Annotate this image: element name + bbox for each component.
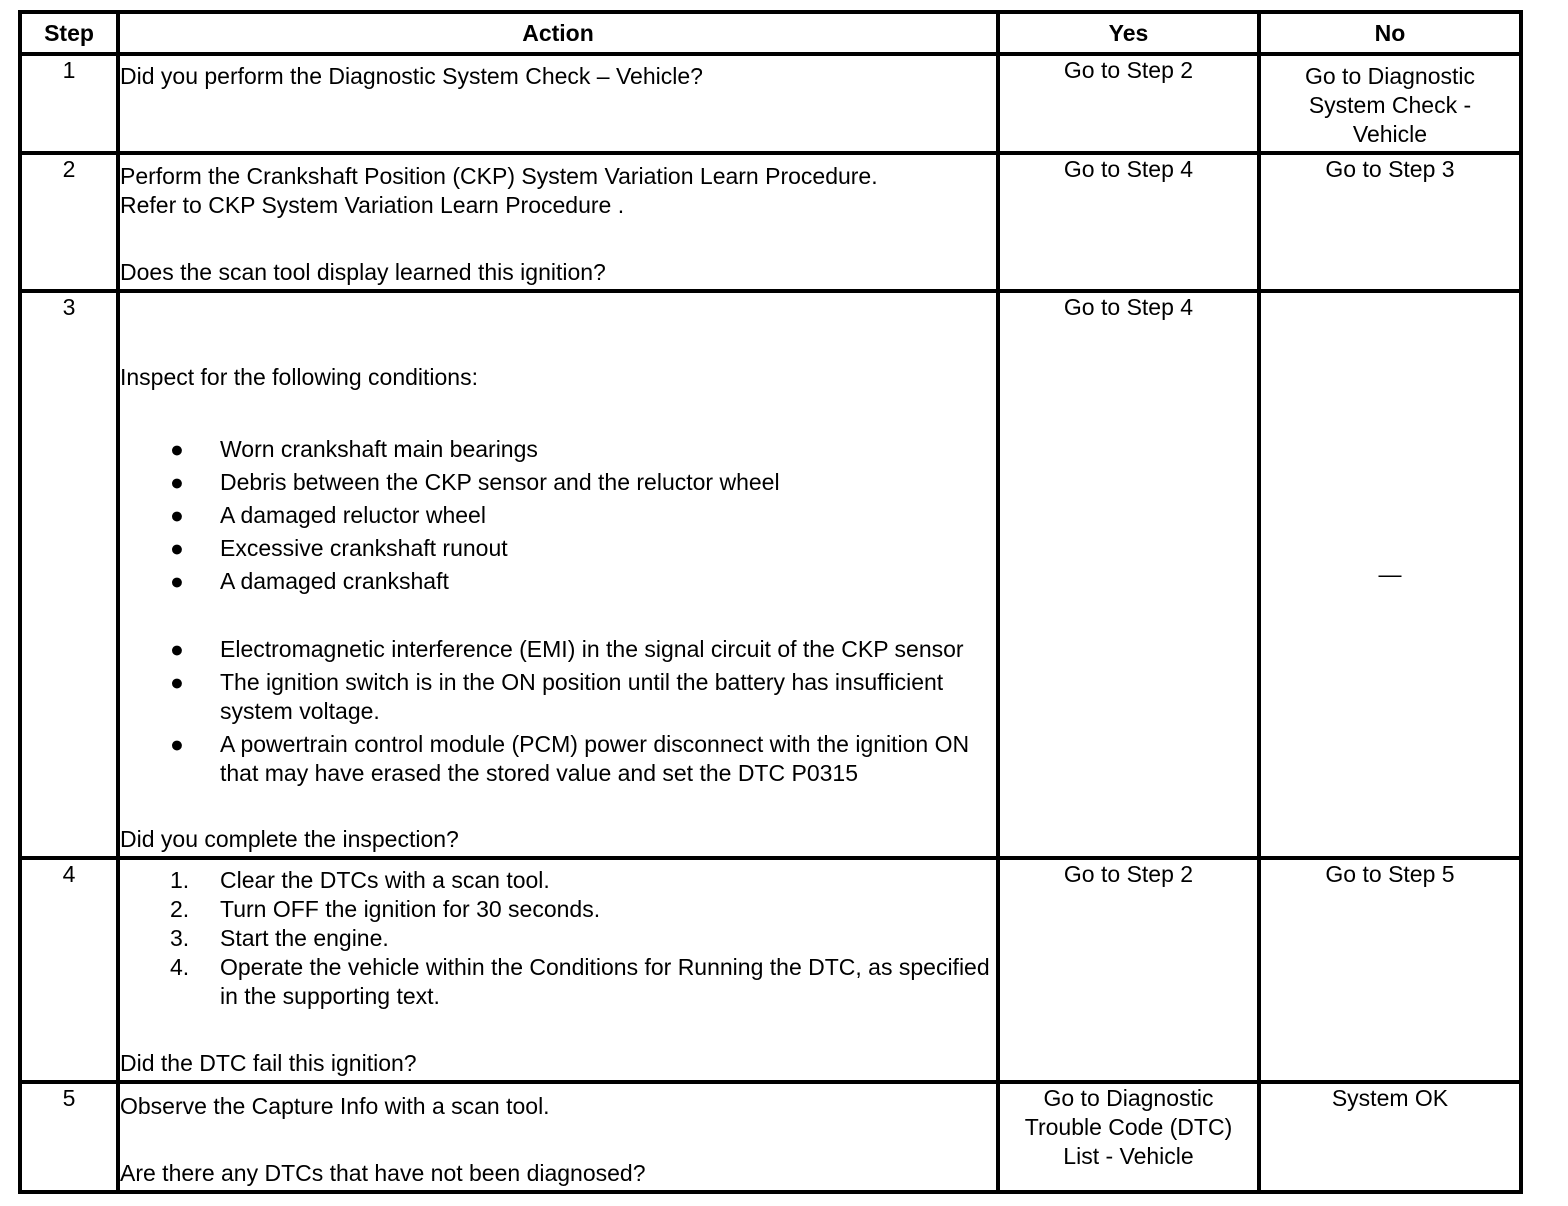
header-row — [20, 12, 1521, 54]
header-no: No — [1259, 12, 1521, 54]
no-cell: Go to Step 5 — [1259, 858, 1521, 1082]
step-number: 4 — [20, 858, 118, 1082]
action-cell — [118, 153, 998, 291]
no-cell: Go to Step 3 — [1259, 153, 1521, 291]
conditions-list-a — [120, 435, 996, 596]
yes-cell: Go to Step 4 — [998, 291, 1259, 858]
no-line: Vehicle — [1352, 121, 1428, 147]
action-question: Did you complete the inspection? — [120, 826, 459, 852]
action-cell — [118, 54, 998, 153]
list-item: ● Worn crankshaft main bearings — [170, 436, 538, 462]
header-action: Action — [118, 12, 998, 54]
list-item: ● Excessive crankshaft runout — [170, 535, 508, 561]
bullet-icon: ● — [170, 436, 184, 462]
table-row — [20, 291, 1521, 858]
table-row — [20, 153, 1521, 291]
bullet-icon: ● — [170, 568, 184, 594]
action-cell — [118, 858, 998, 1082]
conditions-list-b — [120, 635, 996, 788]
list-item: ● The ignition switch is in the ON position until the battery has insufficient system voltage. — [170, 669, 944, 724]
action-cell — [118, 291, 998, 858]
bullet-icon: ● — [170, 636, 184, 662]
bullet-icon: ● — [170, 731, 184, 757]
action-intro: Observe the Capture Info with a scan tool. — [120, 1093, 550, 1119]
no-line: System Check - — [1308, 92, 1472, 118]
yes-line: Go to Diagnostic — [1043, 1085, 1214, 1111]
step-number: 3 — [20, 291, 118, 858]
list-item: 3. Start the engine. — [170, 925, 389, 951]
list-item: ● Electromagnetic interference (EMI) in the signal circuit of the CKP sensor — [170, 636, 964, 662]
action-question: Did you perform the Diagnostic System Check – Vehicle? — [120, 63, 703, 89]
yes-line: Trouble Code (DTC) — [1024, 1114, 1233, 1140]
table-row — [20, 858, 1521, 1082]
step-number: 2 — [20, 153, 118, 291]
yes-cell: Go to Step 2 — [998, 54, 1259, 153]
table-row — [20, 1082, 1521, 1192]
list-item: ● Debris between the CKP sensor and the reluctor wheel — [170, 469, 780, 495]
yes-cell: Go to Step 2 — [998, 858, 1259, 1082]
yes-cell: Go to Step 4 — [998, 153, 1259, 291]
list-item: ● A powertrain control module (PCM) power disconnect with the ignition ON that may have erased the stored value and set the DTC P0315 — [170, 731, 970, 786]
yes-cell — [998, 1082, 1259, 1192]
diagnostic-table — [18, 10, 1523, 1194]
action-intro-line: Perform the Crankshaft Position (CKP) System Variation Learn Procedure. — [120, 163, 878, 189]
no-cell — [1259, 54, 1521, 153]
bullet-icon: ● — [170, 502, 184, 528]
bullet-icon: ● — [170, 535, 184, 561]
action-cell — [118, 1082, 998, 1192]
yes-line: List - Vehicle — [1063, 1143, 1194, 1169]
table-row — [20, 54, 1521, 153]
action-intro: Inspect for the following conditions: — [120, 364, 478, 390]
no-cell: System OK — [1259, 1082, 1521, 1192]
header-yes: Yes — [998, 12, 1259, 54]
action-intro-line: Refer to CKP System Variation Learn Procedure . — [120, 192, 625, 218]
bullet-icon: ● — [170, 469, 184, 495]
bullet-icon: ● — [170, 669, 184, 695]
step-number: 1 — [20, 54, 118, 153]
procedure-list — [120, 866, 996, 1011]
list-item: 4. Operate the vehicle within the Conditions for Running the DTC, as specified in the supporting text. — [170, 954, 990, 1009]
action-question: Are there any DTCs that have not been diagnosed? — [120, 1160, 646, 1186]
step-number: 5 — [20, 1082, 118, 1192]
action-question: Did the DTC fail this ignition? — [120, 1050, 417, 1076]
action-question: Does the scan tool display learned this ignition? — [120, 259, 606, 285]
list-item: 1. Clear the DTCs with a scan tool. — [170, 867, 550, 893]
no-cell: — — [1259, 291, 1521, 858]
list-item: 2. Turn OFF the ignition for 30 seconds. — [170, 896, 601, 922]
no-line: Go to Diagnostic — [1304, 63, 1476, 89]
header-step: Step — [20, 12, 118, 54]
list-item: ● A damaged reluctor wheel — [170, 502, 486, 528]
list-item: ● A damaged crankshaft — [170, 568, 449, 594]
